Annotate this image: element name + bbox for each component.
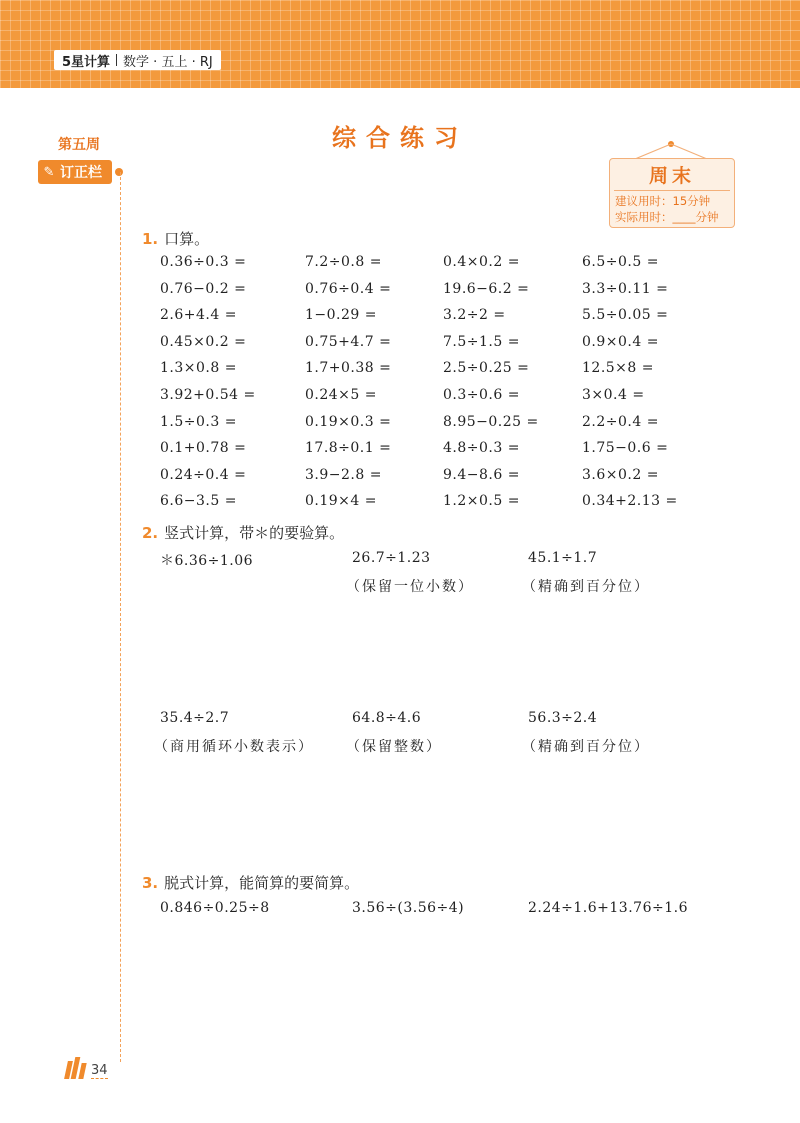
header-band (0, 0, 800, 88)
oral-calc-item: 6.5÷0.5 = (582, 254, 659, 270)
revise-divider (120, 172, 121, 1062)
oral-calc-item: 6.6−3.5 = (160, 493, 237, 510)
oral-calc-item: 5.5÷0.05 = (582, 307, 669, 324)
oral-calc-item: 0.75+4.7 = (305, 333, 392, 350)
stepwise-calc-expr: 2.24÷1.6+13.76÷1.6 (528, 900, 688, 916)
oral-calc-item: 1.5÷0.3 = (160, 413, 237, 430)
oral-calc-item: 0.24÷0.4 = (160, 466, 247, 483)
oral-calc-item: 0.76÷0.4 = (305, 280, 392, 297)
oral-calc-item: 8.95−0.25 = (443, 413, 539, 430)
oral-calc-item: 2.5÷0.25 = (443, 360, 530, 377)
section-number: 1. (142, 230, 159, 248)
section-1-heading (142, 228, 209, 249)
page-footer (66, 1057, 108, 1079)
page-number: 34 (91, 1063, 108, 1078)
oral-calc-item: 0.76−0.2 = (160, 280, 247, 297)
revise-column-tab (38, 160, 112, 184)
suggested-time: 建议用时：15分钟 (615, 194, 711, 208)
oral-calc-item: 17.8÷0.1 = (305, 440, 392, 457)
oral-calc-item: 0.9×0.4 = (582, 333, 659, 350)
oral-calc-item: 0.4×0.2 = (443, 254, 520, 270)
pencil-icon: ✎ (43, 164, 55, 180)
page-title: 综合练习 (332, 124, 468, 152)
tag-title: 周末 (648, 165, 695, 187)
oral-calc-item: 0.3÷0.6 = (443, 387, 520, 403)
oral-calc-item: 1.7+0.38 = (305, 360, 392, 377)
oral-calc-item: 7.5÷1.5 = (443, 333, 520, 350)
vertical-calc-note: （保留整数） (346, 739, 442, 755)
oral-calc-item: 0.1+0.78 = (160, 440, 247, 457)
revise-dot (115, 168, 123, 176)
revise-label: 订正栏 (60, 165, 102, 181)
section-number: 3. (142, 874, 159, 892)
section-title: 口算。 (164, 230, 210, 248)
section-3-heading (142, 872, 359, 893)
week-label: 第五周 (58, 137, 100, 153)
oral-calc-item: 3.92+0.54 = (160, 387, 256, 403)
vertical-calc-expr: 45.1÷1.7 (528, 550, 598, 566)
section-2-heading (142, 522, 344, 543)
weekend-tag (609, 158, 735, 228)
vertical-calc-note: （精确到百分位） (522, 579, 650, 595)
oral-calc-item: 0.34+2.13 = (582, 493, 678, 510)
vertical-calc-expr: 56.3÷2.4 (528, 710, 598, 726)
oral-calc-item: 1.75−0.6 = (582, 440, 669, 457)
oral-calc-item: 19.6−6.2 = (443, 280, 530, 297)
oral-calc-item: 3.2÷2 = (443, 307, 506, 324)
vertical-calc-note: （精确到百分位） (522, 739, 650, 755)
actual-time: 实际用时：____分钟 (615, 210, 719, 224)
oral-calc-item: 0.24×5 = (305, 387, 377, 403)
vertical-calc-note: （商用循环小数表示） (154, 739, 314, 755)
subject-label: 数学 · 五上 · RJ (123, 54, 213, 70)
vertical-calc-expr: ＊6.36÷1.06 (160, 553, 254, 569)
tag-divider (614, 190, 730, 191)
vertical-calc-expr: 64.8÷4.6 (352, 710, 422, 726)
vertical-calc-expr: 26.7÷1.23 (352, 550, 431, 566)
brand-name: 5星计算 (62, 54, 111, 70)
oral-calc-item: 0.45×0.2 = (160, 333, 247, 350)
oral-calc-item: 2.2÷0.4 = (582, 413, 659, 430)
oral-calc-item: 3.9−2.8 = (305, 466, 382, 483)
tag-hanger-icon (631, 140, 711, 160)
oral-calc-item: 4.8÷0.3 = (443, 440, 520, 457)
oral-calc-item: 1.3×0.8 = (160, 360, 237, 377)
oral-calc-item: 0.19×0.3 = (305, 413, 392, 430)
oral-calc-item: 12.5×8 = (582, 360, 654, 377)
oral-calc-item: 3×0.4 = (582, 387, 645, 403)
vertical-calc-expr: 35.4÷2.7 (160, 710, 230, 726)
oral-calc-item: 2.6+4.4 = (160, 307, 237, 324)
oral-calc-item: 3.6×0.2 = (582, 466, 659, 483)
section-title: 脱式计算，能简算的要简算。 (164, 874, 360, 892)
oral-calc-item: 9.4−8.6 = (443, 466, 520, 483)
oral-calc-item: 0.19×4 = (305, 493, 377, 510)
section-title: 竖式计算，带＊的要验算。 (164, 524, 345, 542)
oral-calc-item: 1.2×0.5 = (443, 493, 520, 510)
oral-calc-item: 7.2÷0.8 = (305, 254, 382, 270)
stepwise-calc-expr: 0.846÷0.25÷8 (160, 900, 270, 916)
oral-calc-item: 0.36÷0.3 = (160, 254, 247, 270)
stepwise-calc-expr: 3.56÷(3.56÷4) (352, 900, 465, 916)
separator (116, 54, 117, 66)
oral-calc-item: 1−0.29 = (305, 307, 377, 324)
vertical-calc-note: （保留一位小数） (346, 579, 474, 595)
book-icon (78, 1063, 86, 1079)
section-number: 2. (142, 524, 159, 542)
oral-calc-item: 3.3÷0.11 = (582, 280, 669, 297)
series-badge (54, 50, 221, 70)
